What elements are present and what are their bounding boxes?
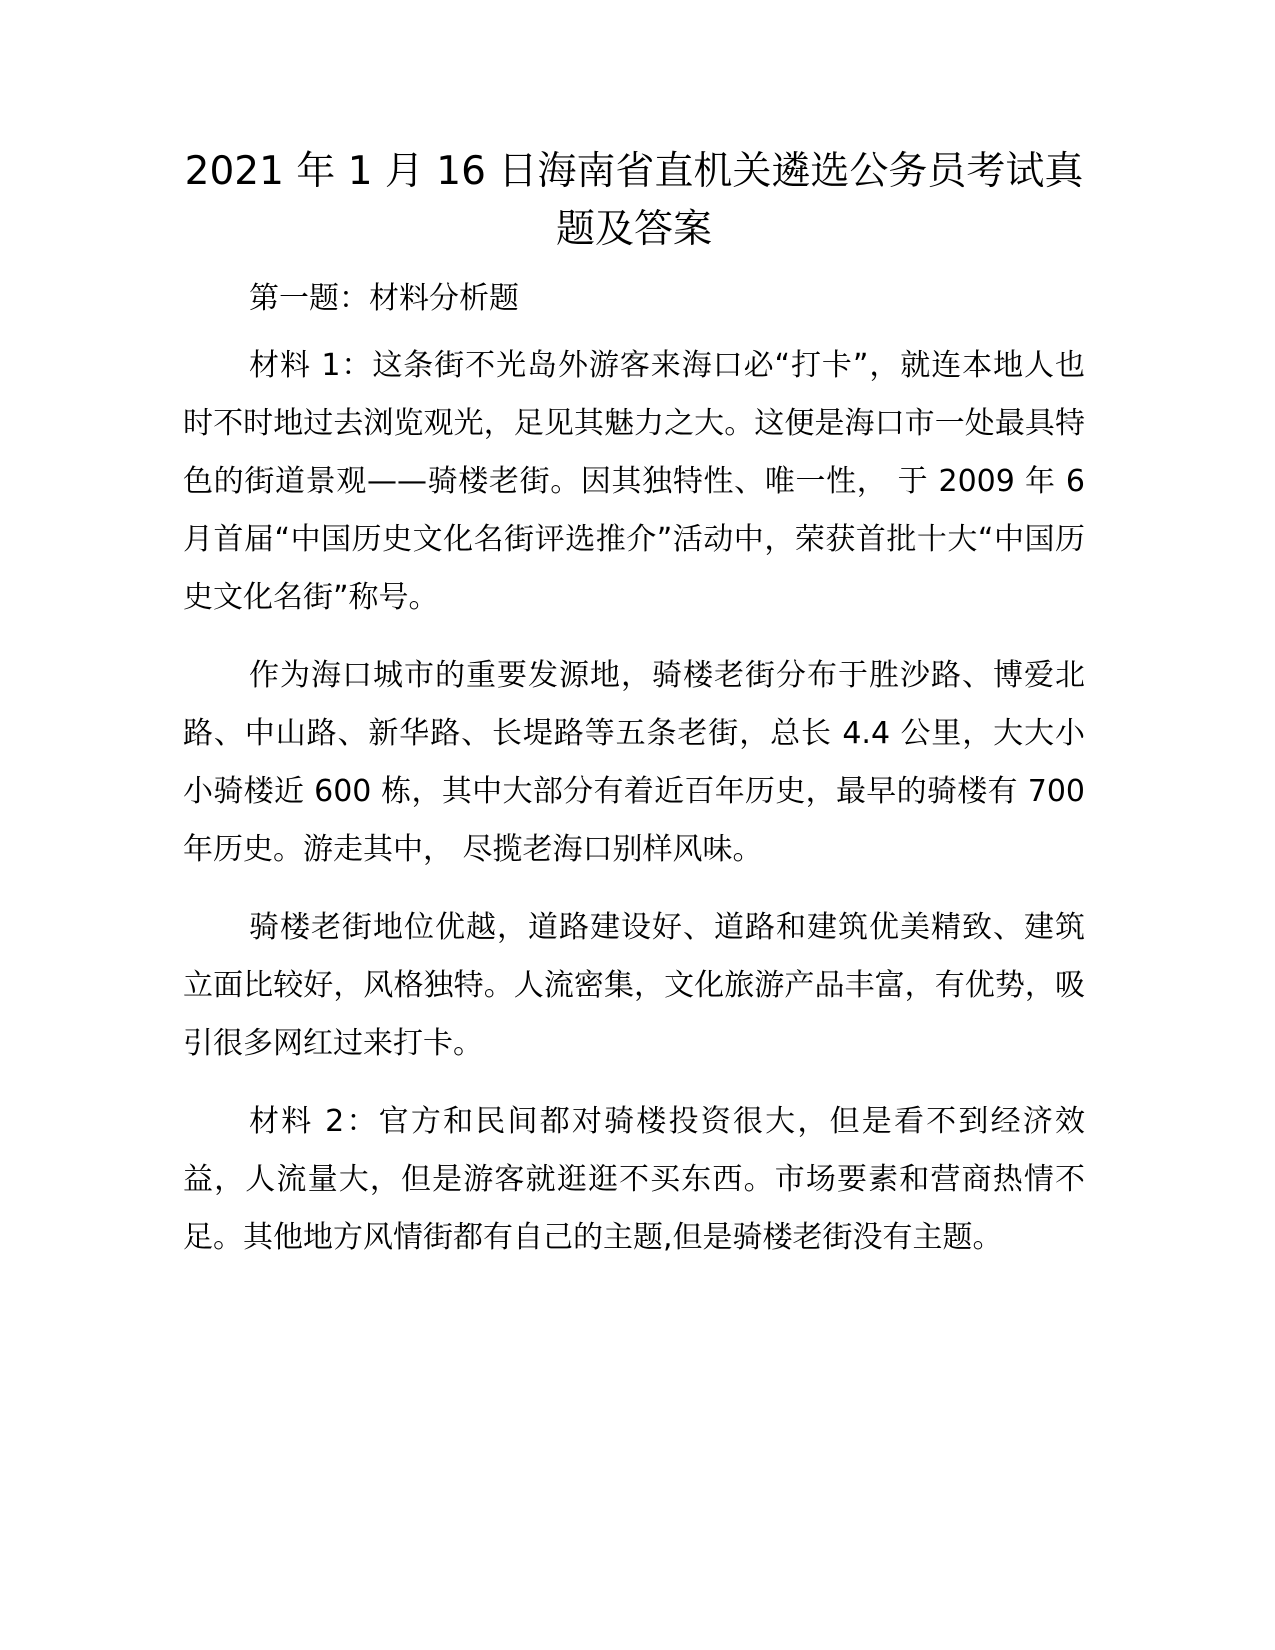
paragraph-material-1: 材料 1：这条街不光岛外游客来海口必“打卡”，就连本地人也时不时地过去浏览观光，足见其魅力之大。这便是海口市一处最具特色的街道景观——骑楼老街。因其独特性、唯一性， 于 2009 年 6 月首届“中国历史文化名街评选推介”活动中，荣获首批十大“中国历史文化名街”称号。 [183,348,1085,615]
paragraph-arcade-street-layout: 作为海口城市的重要发源地，骑楼老街分布于胜沙路、博爱北路、中山路、新华路、长堤路等五条老街，总长 4.4 公里，大大小小骑楼近 600 栋，其中大部分有着近百年历史，最早的骑楼有 700 年历史。游走其中， 尽揽老海口别样风味。 [183,658,1085,867]
document-page [183,143,1085,1267]
paragraph-arcade-street-advantages: 骑楼老街地位优越，道路建设好、道路和建筑优美精致、建筑立面比较好，风格独特。人流密集，文化旅游产品丰富，有优势，吸引很多网红过来打卡。 [183,910,1085,1061]
paragraph-material-2: 材料 2：官方和民间都对骑楼投资很大，但是看不到经济效益，人流量大，但是游客就逛逛不买东西。市场要素和营商热情不足。其他地方风情街都有自己的主题,但是骑楼老街没有主题。 [183,1104,1085,1255]
section-heading: 第一题：材料分析题 [249,281,519,316]
document-title: 2021 年 1 月 16 日海南省直机关遴选公务员考试真题及答案 [184,149,1084,252]
